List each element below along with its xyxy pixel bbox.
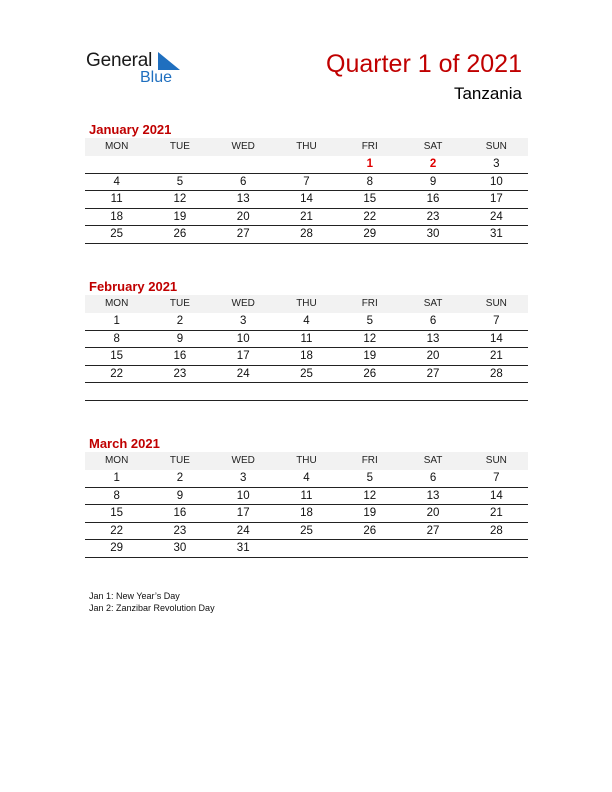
day-cell: 11 <box>275 330 338 348</box>
day-cell: 29 <box>85 540 148 558</box>
weekday-header: SAT <box>401 295 464 313</box>
day-cell: 7 <box>275 173 338 191</box>
day-cell: 28 <box>465 522 528 540</box>
logo-text-blue: Blue <box>140 69 173 86</box>
country-name: Tanzania <box>453 84 522 103</box>
day-cell: 16 <box>401 191 464 209</box>
day-cell <box>465 540 528 558</box>
day-cell: 10 <box>465 173 528 191</box>
day-cell <box>85 156 148 173</box>
day-cell: 18 <box>275 348 338 366</box>
month-calendar <box>85 278 528 401</box>
day-cell: 25 <box>85 226 148 244</box>
day-cell: 25 <box>275 522 338 540</box>
day-cell: 13 <box>401 487 464 505</box>
day-cell: 20 <box>401 505 464 523</box>
day-cell: 16 <box>148 348 211 366</box>
day-cell: 13 <box>401 330 464 348</box>
day-cell: 22 <box>85 522 148 540</box>
day-cell: 14 <box>465 330 528 348</box>
day-cell: 5 <box>338 470 401 487</box>
day-cell: 10 <box>212 487 275 505</box>
day-cell: 8 <box>85 487 148 505</box>
month-title: March 2021 <box>89 436 160 451</box>
day-cell <box>338 383 401 401</box>
day-cell <box>275 383 338 401</box>
month-calendar <box>85 121 528 244</box>
day-cell: 28 <box>465 365 528 383</box>
day-cell: 15 <box>85 348 148 366</box>
day-cell <box>148 383 211 401</box>
week-row <box>85 156 528 173</box>
day-cell: 19 <box>148 208 211 226</box>
day-cell <box>85 383 148 401</box>
day-cell: 6 <box>212 173 275 191</box>
day-cell: 9 <box>401 173 464 191</box>
week-row <box>85 540 528 558</box>
day-cell <box>465 383 528 401</box>
week-row <box>85 208 528 226</box>
day-cell: 31 <box>465 226 528 244</box>
day-cell: 15 <box>85 505 148 523</box>
day-cell: 1 <box>85 313 148 330</box>
day-cell: 7 <box>465 313 528 330</box>
weekday-header-row <box>85 452 528 470</box>
week-row <box>85 470 528 487</box>
logo-text-general: General <box>86 50 153 71</box>
week-row <box>85 383 528 401</box>
day-cell: 25 <box>275 365 338 383</box>
day-cell: 3 <box>212 470 275 487</box>
day-cell <box>212 383 275 401</box>
day-cell: 13 <box>212 191 275 209</box>
weekday-header: MON <box>85 138 148 156</box>
weekday-header: SAT <box>401 138 464 156</box>
weekday-header: TUE <box>148 452 211 470</box>
day-cell: 30 <box>401 226 464 244</box>
month-calendar <box>85 435 528 558</box>
generalblue-logo <box>86 50 196 90</box>
day-cell: 4 <box>85 173 148 191</box>
day-cell: 14 <box>465 487 528 505</box>
week-row <box>85 226 528 244</box>
weekday-header: MON <box>85 295 148 313</box>
weekday-header: WED <box>212 138 275 156</box>
day-cell: 31 <box>212 540 275 558</box>
holiday-note: Jan 1: New Year’s Day <box>89 591 180 601</box>
day-cell: 30 <box>148 540 211 558</box>
holiday-notes <box>89 590 215 614</box>
weekday-header: FRI <box>338 295 401 313</box>
month-table <box>85 452 528 558</box>
day-cell <box>401 540 464 558</box>
weekday-header: WED <box>212 295 275 313</box>
day-cell: 21 <box>275 208 338 226</box>
day-cell: 4 <box>275 313 338 330</box>
day-cell: 6 <box>401 313 464 330</box>
day-cell: 10 <box>212 330 275 348</box>
day-cell: 5 <box>338 313 401 330</box>
weekday-header: FRI <box>338 138 401 156</box>
day-cell: 7 <box>465 470 528 487</box>
week-row <box>85 348 528 366</box>
page-title: Quarter 1 of 2021 <box>326 50 522 78</box>
day-cell: 3 <box>212 313 275 330</box>
day-cell: 29 <box>338 226 401 244</box>
month-title: January 2021 <box>89 122 172 137</box>
weekday-header: THU <box>275 295 338 313</box>
day-cell: 9 <box>148 330 211 348</box>
week-row <box>85 173 528 191</box>
day-cell: 17 <box>212 348 275 366</box>
day-cell: 28 <box>275 226 338 244</box>
day-cell <box>401 383 464 401</box>
day-cell: 8 <box>338 173 401 191</box>
week-row <box>85 365 528 383</box>
day-cell: 11 <box>85 191 148 209</box>
day-cell: 23 <box>401 208 464 226</box>
week-row <box>85 522 528 540</box>
day-cell: 12 <box>338 330 401 348</box>
day-cell: 6 <box>401 470 464 487</box>
day-cell: 21 <box>465 505 528 523</box>
day-cell: 8 <box>85 330 148 348</box>
day-cell: 27 <box>212 226 275 244</box>
weekday-header: TUE <box>148 138 211 156</box>
day-cell <box>275 540 338 558</box>
day-cell: 1 <box>338 156 401 173</box>
day-cell: 17 <box>212 505 275 523</box>
day-cell: 18 <box>275 505 338 523</box>
day-cell: 2 <box>148 313 211 330</box>
day-cell: 27 <box>401 522 464 540</box>
day-cell: 12 <box>148 191 211 209</box>
weekday-header: TUE <box>148 295 211 313</box>
week-row <box>85 487 528 505</box>
day-cell <box>148 156 211 173</box>
month-title: February 2021 <box>89 279 178 294</box>
day-cell: 24 <box>212 522 275 540</box>
month-table <box>85 138 528 244</box>
day-cell <box>212 156 275 173</box>
day-cell: 23 <box>148 522 211 540</box>
day-cell: 18 <box>85 208 148 226</box>
weekday-header: FRI <box>338 452 401 470</box>
day-cell: 19 <box>338 348 401 366</box>
day-cell: 22 <box>85 365 148 383</box>
weekday-header: SAT <box>401 452 464 470</box>
day-cell: 14 <box>275 191 338 209</box>
weekday-header: THU <box>275 452 338 470</box>
month-table <box>85 295 528 401</box>
weekday-header: SUN <box>465 295 528 313</box>
logo-flag-icon <box>158 52 180 70</box>
day-cell: 16 <box>148 505 211 523</box>
day-cell: 5 <box>148 173 211 191</box>
day-cell: 21 <box>465 348 528 366</box>
week-row <box>85 330 528 348</box>
day-cell: 20 <box>212 208 275 226</box>
day-cell: 4 <box>275 470 338 487</box>
day-cell: 26 <box>338 365 401 383</box>
weekday-header-row <box>85 295 528 313</box>
day-cell: 24 <box>465 208 528 226</box>
day-cell: 23 <box>148 365 211 383</box>
weekday-header: THU <box>275 138 338 156</box>
day-cell <box>338 540 401 558</box>
day-cell: 15 <box>338 191 401 209</box>
week-row <box>85 505 528 523</box>
day-cell: 11 <box>275 487 338 505</box>
day-cell: 2 <box>148 470 211 487</box>
day-cell: 17 <box>465 191 528 209</box>
day-cell: 9 <box>148 487 211 505</box>
day-cell: 27 <box>401 365 464 383</box>
weekday-header-row <box>85 138 528 156</box>
day-cell: 20 <box>401 348 464 366</box>
day-cell: 12 <box>338 487 401 505</box>
weekday-header: SUN <box>465 138 528 156</box>
day-cell: 19 <box>338 505 401 523</box>
day-cell: 1 <box>85 470 148 487</box>
day-cell: 3 <box>465 156 528 173</box>
weekday-header: WED <box>212 452 275 470</box>
weekday-header: SUN <box>465 452 528 470</box>
holiday-note: Jan 2: Zanzibar Revolution Day <box>89 603 215 613</box>
day-cell: 2 <box>401 156 464 173</box>
day-cell: 26 <box>148 226 211 244</box>
week-row <box>85 191 528 209</box>
day-cell: 24 <box>212 365 275 383</box>
week-row <box>85 313 528 330</box>
day-cell: 22 <box>338 208 401 226</box>
day-cell <box>275 156 338 173</box>
weekday-header: MON <box>85 452 148 470</box>
day-cell: 26 <box>338 522 401 540</box>
